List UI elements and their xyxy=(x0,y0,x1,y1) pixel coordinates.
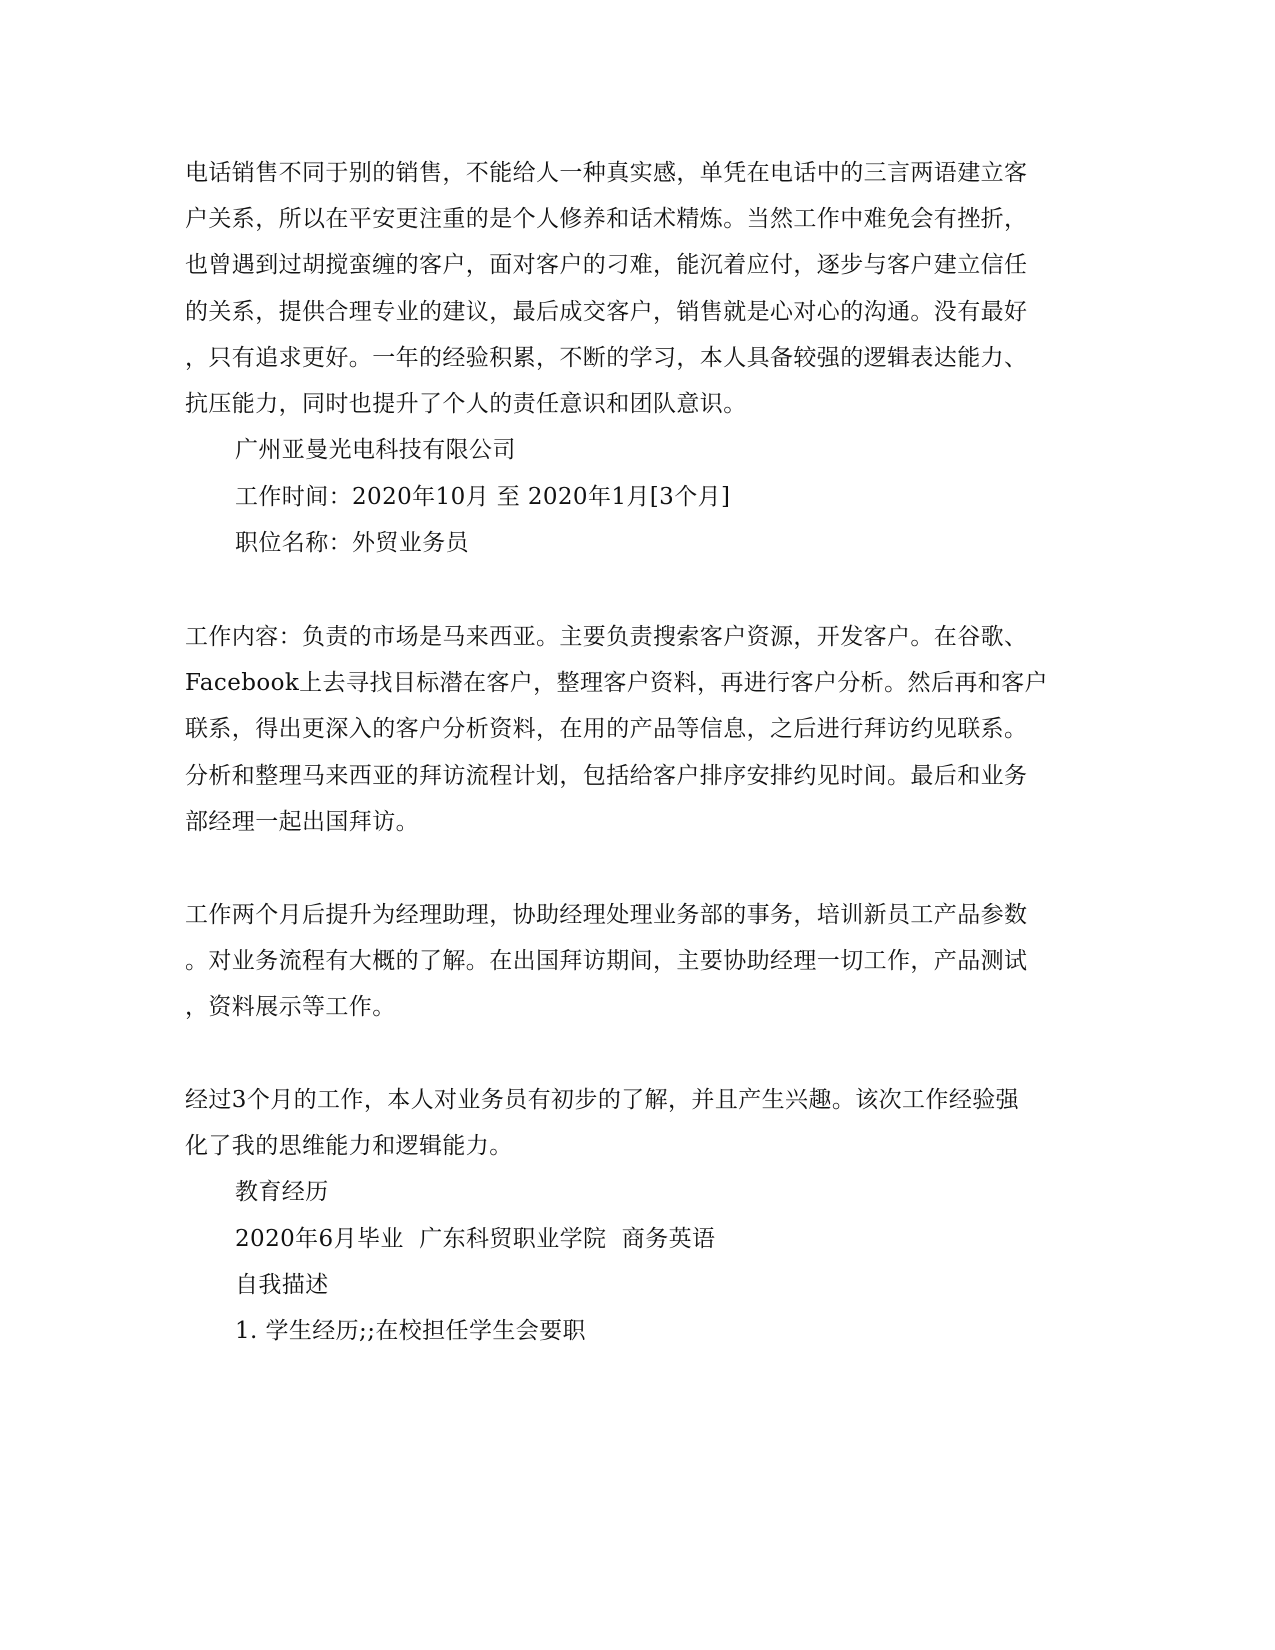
paragraph-line: 分析和整理马来西亚的拜访流程计划，包括给客户排序安排约见时间。最后和业务 xyxy=(185,763,1028,789)
paragraph-line: 联系，得出更深入的客户分析资料，在用的产品等信息，之后进行拜访约见联系。 xyxy=(185,716,1028,742)
paragraph-line: ，只有追求更好。一年的经验积累，不断的学习，本人具备较强的逻辑表达能力、 xyxy=(185,345,1028,371)
self-description-item: 1. 学生经历;;在校担任学生会要职 xyxy=(235,1318,586,1344)
company-name: 广州亚曼光电科技有限公司 xyxy=(235,437,516,463)
paragraph-line: 。对业务流程有大概的了解。在出国拜访期间，主要协助经理一切工作，产品测试 xyxy=(185,948,1028,974)
paragraph-line: 工作内容：负责的市场是马来西亚。主要负责搜索客户资源，开发客户。在谷歌、 xyxy=(185,624,1028,650)
paragraph-line: 也曾遇到过胡搅蛮缠的客户，面对客户的刁难，能沉着应付，逐步与客户建立信任 xyxy=(185,252,1028,278)
paragraph-line: 工作两个月后提升为经理助理，协助经理处理业务部的事务，培训新员工产品参数 xyxy=(185,902,1028,928)
paragraph-line: 户关系，所以在平安更注重的是个人修养和话术精炼。当然工作中难免会有挫折， xyxy=(185,206,1028,232)
position-title: 职位名称：外贸业务员 xyxy=(235,530,469,556)
paragraph-line: ，资料展示等工作。 xyxy=(185,994,396,1020)
paragraph-line: 经过3个月的工作，本人对业务员有初步的了解，并且产生兴趣。该次工作经验强 xyxy=(185,1087,1020,1113)
self-description-heading: 自我描述 xyxy=(235,1272,329,1298)
education-entry: 2020年6月毕业 广东科贸职业学院 商务英语 xyxy=(235,1226,716,1252)
paragraph-line: 的关系，提供合理专业的建议，最后成交客户，销售就是心对心的沟通。没有最好 xyxy=(185,299,1028,325)
education-heading: 教育经历 xyxy=(235,1179,329,1205)
paragraph-line: 部经理一起出国拜访。 xyxy=(185,809,419,835)
paragraph-line: 电话销售不同于别的销售，不能给人一种真实感，单凭在电话中的三言两语建立客 xyxy=(185,160,1028,186)
paragraph-line: 抗压能力，同时也提升了个人的责任意识和团队意识。 xyxy=(185,391,747,417)
paragraph-line: Facebook上去寻找目标潜在客户，整理客户资料，再进行客户分析。然后再和客户 xyxy=(185,670,1048,696)
paragraph-line: 化了我的思维能力和逻辑能力。 xyxy=(185,1133,513,1159)
work-time: 工作时间：2020年10月 至 2020年1月[3个月] xyxy=(235,484,731,510)
